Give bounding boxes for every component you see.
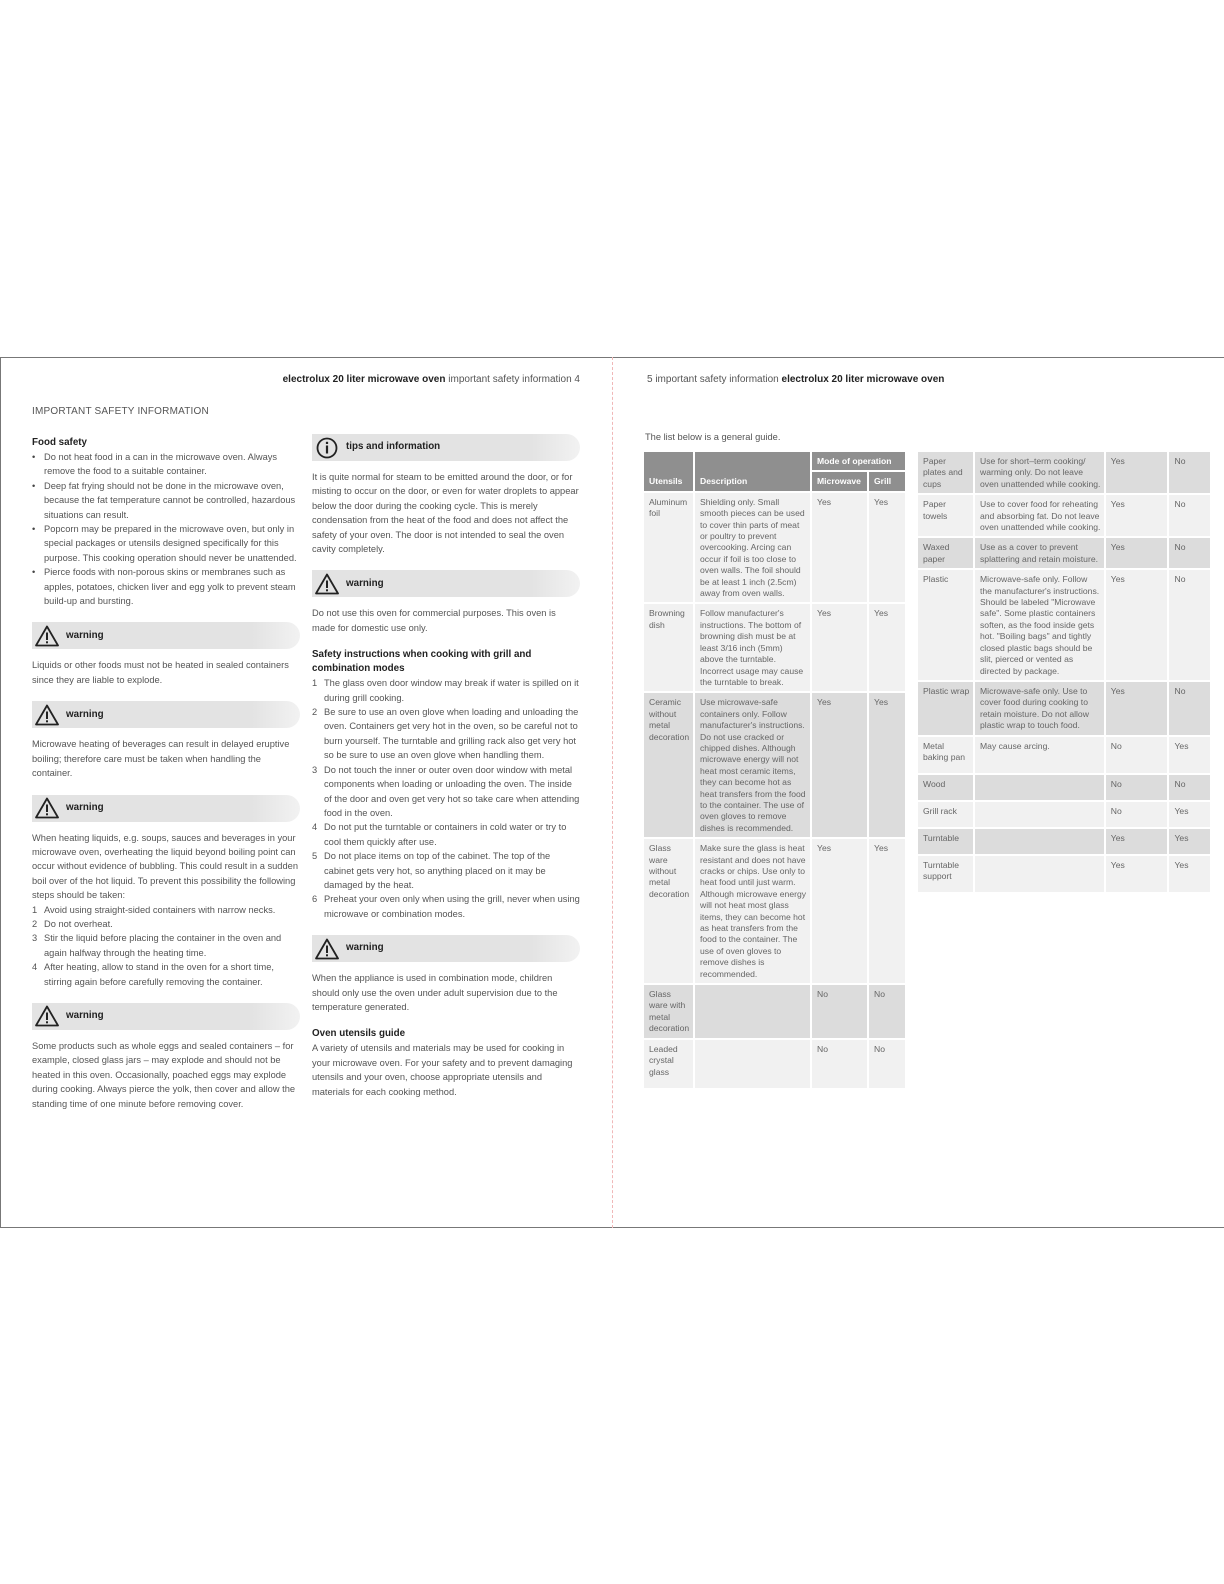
table-row — [918, 538, 1212, 570]
page-divider — [612, 357, 613, 1228]
left-column — [32, 436, 300, 1111]
table-cell: Yes — [812, 493, 869, 605]
list-item: • Pierce foods with non-porous skins or membranes such as apples, potatoes, chicken liver and egg yolk to prevent steam build-up and bursting. — [32, 565, 300, 608]
table-cell: No — [1169, 775, 1212, 802]
table-cell: Ceramic without metal decoration — [644, 693, 695, 839]
table-cell: Plastic wrap — [918, 682, 975, 737]
table-row — [644, 985, 907, 1040]
table-cell: May cause arcing. — [975, 737, 1106, 775]
table-row — [918, 829, 1212, 856]
table-cell — [695, 1040, 812, 1090]
warning-callout — [312, 570, 580, 597]
warning-triangle-icon — [35, 625, 59, 647]
info-circle-icon — [315, 437, 339, 459]
table-cell: No — [1169, 452, 1212, 495]
table-cell: Turntable — [918, 829, 975, 856]
table-cell: No — [1169, 538, 1212, 570]
list-item: • Popcorn may be prepared in the microwave oven, but only in special packages or utensils designed specifically for this purpose. This cooking operation should never be unattended. — [32, 522, 300, 565]
header-description: Description — [695, 452, 812, 493]
table-cell: Yes — [1169, 829, 1212, 856]
list-item: 5 Do not place items on top of the cabinet. The top of the cabinet gets very hot, so anything placed on it may be damaged by the heat. — [312, 851, 551, 890]
table-cell: Make sure the glass is heat resistant and does not have cracks or chips. Use only to heat food until just warm. Although microwave energy will not heat most glass items, they can become hot as heat transfers from the food to the container. The use of oven gloves to remove dishes is recommended. — [695, 839, 812, 985]
warning-text: Do not use this oven for commercial purposes. This oven is made for domestic use only. — [312, 608, 556, 633]
warning-text: When the appliance is used in combination mode, children should only use the oven under adult supervision due to the temperature generated. — [312, 973, 558, 1012]
table-cell: Yes — [869, 693, 907, 839]
table-row — [918, 570, 1212, 682]
table-row — [644, 493, 907, 605]
table-cell: No — [1169, 570, 1212, 682]
list-item: 4 Do not put the turntable or containers in cold water or try to cool them quickly after use. — [312, 822, 567, 847]
table-row — [918, 775, 1212, 802]
warning-callout — [32, 1003, 300, 1030]
tips-text: It is quite normal for steam to be emitted around the door, or for misting to occur on the door, or even for water droplets to appear below the door during the cooking cycle. This is merely condensation from the heat of the food and does not affect the safety of your oven. The door is not intended to seal the oven cavity completely. — [312, 472, 579, 555]
table-cell: Yes — [1106, 856, 1170, 894]
table-cell: No — [1169, 495, 1212, 538]
table-cell: No — [869, 985, 907, 1040]
table-cell: Yes — [1106, 495, 1170, 538]
table-row — [644, 839, 907, 985]
table-cell: Yes — [1106, 829, 1170, 856]
boiling-steps-list — [32, 903, 300, 989]
table-cell: Glass ware with metal decoration — [644, 985, 695, 1040]
table-cell: No — [1169, 682, 1212, 737]
table-cell: Yes — [869, 839, 907, 985]
table-row — [644, 1040, 907, 1090]
table-cell: Grill rack — [918, 802, 975, 829]
utensils-table-left — [644, 452, 907, 1090]
table-row — [644, 693, 907, 839]
table-row — [918, 856, 1212, 894]
table-cell: Yes — [1169, 737, 1212, 775]
warning-label: warning — [346, 942, 384, 954]
middle-column — [312, 436, 580, 1099]
warning-callout — [32, 795, 300, 822]
table-row — [918, 495, 1212, 538]
warning-triangle-icon — [315, 573, 339, 595]
list-item: 4 After heating, allow to stand in the oven for a short time, stirring again before carefully removing the container. — [32, 962, 274, 987]
table-cell: No — [812, 985, 869, 1040]
warning-triangle-icon — [35, 1005, 59, 1027]
table-cell: No — [1106, 737, 1170, 775]
warning-triangle-icon — [35, 704, 59, 726]
table-cell — [975, 856, 1106, 894]
warning-label: warning — [346, 577, 384, 589]
table-cell: Leaded crystal glass — [644, 1040, 695, 1090]
list-item: • Deep fat frying should not be done in the microwave oven, because the fat temperature cannot be controlled, hazardous situations can result. — [32, 479, 300, 522]
warning-text: Liquids or other foods must not be heated in sealed containers since they are liable to explode. — [32, 660, 289, 685]
table-cell: Yes — [869, 493, 907, 605]
table-cell: Yes — [1106, 682, 1170, 737]
warning-triangle-icon — [315, 938, 339, 960]
header-microwave: Microwave — [812, 472, 869, 492]
table-cell: Waxed paper — [918, 538, 975, 570]
table-cell: Follow manufacturer's instructions. The bottom of browning dish must be at least 3/16 inch (5mm) above the turntable. Incorrect usage may cause the turntable to break. — [695, 604, 812, 693]
list-item: 1 The glass oven door window may break if water is spilled on it during grill cooking. — [312, 678, 579, 703]
section-title: IMPORTANT SAFETY INFORMATION — [32, 406, 209, 417]
warning-text: Some products such as whole eggs and sealed containers – for example, closed glass jars – may explode and should not be heated in this oven. Occasionally, poached eggs may explode during cooking. Always pierce the yolk, then cover and allow the standing time of one minute before removing cover. — [32, 1040, 296, 1109]
table-cell: Turntable support — [918, 856, 975, 894]
table-row — [918, 682, 1212, 737]
list-item: 3 Stir the liquid before placing the container in the oven and again halfway through the heating time. — [32, 933, 282, 958]
table-cell: Yes — [812, 693, 869, 839]
page-header-right: 5 important safety information electrolux 20 liter microwave oven — [647, 374, 945, 385]
tips-label: tips and information — [346, 441, 441, 453]
utensils-guide-heading: Oven utensils guide — [312, 1028, 406, 1040]
warning-callout — [312, 935, 580, 962]
food-safety-heading: Food safety — [32, 437, 87, 448]
warning-triangle-icon — [35, 797, 59, 819]
list-item: 6 Preheat your oven only when using the grill, never when using microwave or combination modes. — [312, 894, 580, 919]
table-cell — [975, 802, 1106, 829]
header-mode-of-operation: Mode of operation — [812, 452, 907, 472]
table-cell: Paper towels — [918, 495, 975, 538]
warning-label: warning — [66, 708, 104, 720]
list-item: 1 Avoid using straight-sided containers with narrow necks. — [32, 904, 276, 915]
table-cell — [975, 829, 1106, 856]
list-item: 2 Do not overheat. — [32, 918, 113, 929]
page-header-left: electrolux 20 liter microwave oven important safety information 4 — [282, 374, 580, 385]
table-cell: Browning dish — [644, 604, 695, 693]
warning-text: When heating liquids, e.g. soups, sauces and beverages in your microwave oven, overheating the liquid beyond boiling point can occur without evidence of bubbling. This could result in a sudden boil over of the hot liquid. To prevent this possibility the following steps should be taken: — [32, 832, 298, 901]
grill-safety-heading: Safety instructions when cooking with grill and combination modes — [312, 649, 532, 675]
utensils-guide-text: A variety of utensils and materials may be used for cooking in your microwave oven. For your safety and to prevent damaging utensils and your oven, choose appropriate utensils and materials for each cooking method. — [312, 1043, 573, 1097]
table-cell: Use microwave-safe containers only. Follow manufacturer's instructions. Do not use cracked or chipped dishes. Although microwave energy will not heat most ceramic items, they can become hot as heat transfers from the food to the container. The use of oven gloves to remove dishes is recommended. — [695, 693, 812, 839]
warning-text: Microwave heating of beverages can result in delayed eruptive boiling; therefore care must be taken when handling the container. — [32, 739, 290, 779]
table-cell: No — [1106, 802, 1170, 829]
table-cell: Use as a cover to prevent splattering and retain moisture. — [975, 538, 1106, 570]
grill-safety-list — [312, 676, 580, 921]
utensils-table-right — [918, 452, 1212, 894]
table-cell: Yes — [869, 604, 907, 693]
table-row — [918, 452, 1212, 495]
table-cell: Plastic — [918, 570, 975, 682]
table-cell: Paper plates and cups — [918, 452, 975, 495]
table-intro: The list below is a general guide. — [645, 432, 781, 442]
table-row — [918, 737, 1212, 775]
header-grill: Grill — [869, 472, 907, 492]
table-row — [644, 604, 907, 693]
table-cell: Use for short–term cooking/ warming only. Do not leave oven unattended while cooking. — [975, 452, 1106, 495]
table-cell: Use to cover food for reheating and absorbing fat. Do not leave oven unattended while cooking. — [975, 495, 1106, 538]
table-cell — [975, 775, 1106, 802]
table-cell: Yes — [1106, 538, 1170, 570]
list-item: 2 Be sure to use an oven glove when loading and unloading the oven. Containers get very hot in the oven, so be careful not to burn yourself. The turntable and grilling rack also get very hot so be sure to use an oven glove when handling them. — [312, 707, 579, 761]
table-cell: Yes — [812, 604, 869, 693]
warning-label: warning — [66, 801, 104, 813]
table-cell: Yes — [812, 839, 869, 985]
table-cell: No — [1106, 775, 1170, 802]
table-cell: Wood — [918, 775, 975, 802]
warning-label: warning — [66, 1010, 104, 1022]
header-utensils: Utensils — [644, 452, 695, 493]
table-cell: Microwave-safe only. Follow the manufacturer's instructions. Should be labeled "Microwave safe". Some plastic containers soften, as the food inside gets hot. "Boiling bags" and tightly closed plastic bags should be slit, pierced or vented as directed by package. — [975, 570, 1106, 682]
tips-callout — [312, 434, 580, 461]
table-cell: No — [812, 1040, 869, 1090]
table-cell — [695, 985, 812, 1040]
warning-callout — [32, 622, 300, 649]
table-cell: Glass ware without metal decoration — [644, 839, 695, 985]
table-cell: Shielding only. Small smooth pieces can be used to cover thin parts of meat or poultry to prevent overcooking. Arcing can occur if foil is too close to oven walls. The foil should be at least 1 inch (2.5cm) away from oven walls. — [695, 493, 812, 605]
table-row — [918, 802, 1212, 829]
table-cell: Metal baking pan — [918, 737, 975, 775]
table-cell: Yes — [1169, 802, 1212, 829]
list-item: • Do not heat food in a can in the microwave oven. Always remove the food to a suitable container. — [32, 450, 300, 479]
warning-label: warning — [66, 629, 104, 641]
table-cell: Aluminum foil — [644, 493, 695, 605]
table-cell: Yes — [1106, 452, 1170, 495]
warning-callout — [32, 701, 300, 728]
food-safety-list — [32, 450, 300, 608]
list-item: 3 Do not touch the inner or outer oven door window with metal components when loading or unloading the oven. The inside of the door and oven get very hot so take care when attending food in the oven. — [312, 764, 580, 818]
table-cell: Yes — [1169, 856, 1212, 894]
table-cell: No — [869, 1040, 907, 1090]
table-cell: Yes — [1106, 570, 1170, 682]
table-cell: Microwave-safe only. Use to cover food during cooking to retain moisture. Do not allow plastic wrap to touch food. — [975, 682, 1106, 737]
